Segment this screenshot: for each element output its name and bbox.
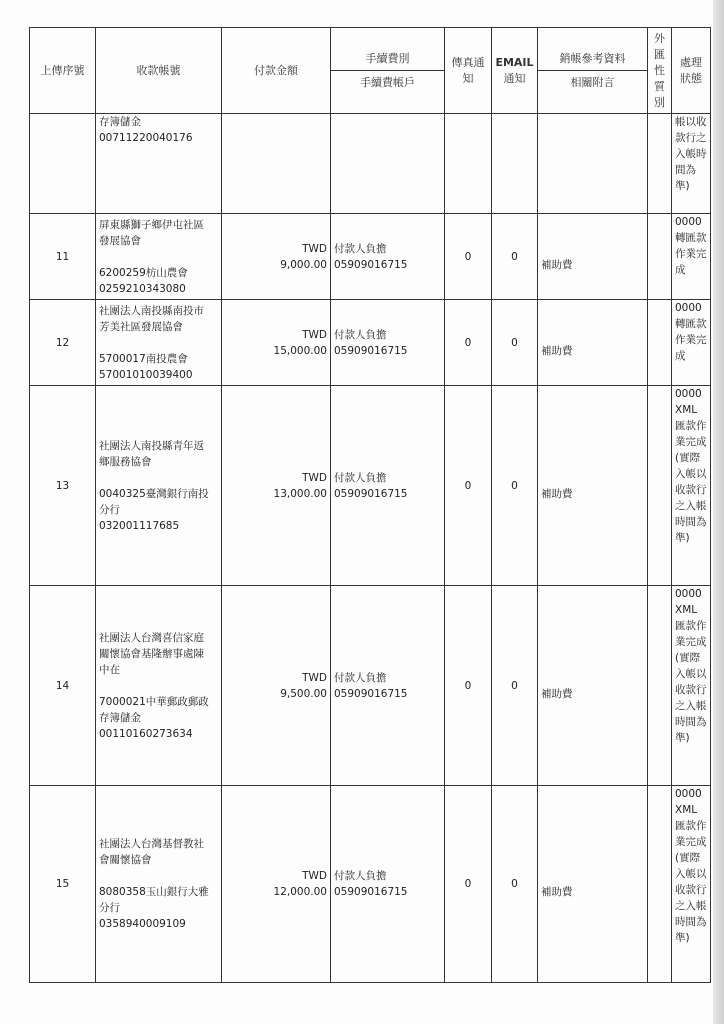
header-ref-line1: 銷帳參考資料 — [538, 51, 647, 71]
header-account: 收款帳號 — [96, 28, 222, 114]
currency-code: TWD — [302, 870, 327, 882]
row-seq: 13 — [30, 386, 96, 586]
fee-type: 付款人負擔 — [334, 870, 387, 882]
bank-account-line: 分行 — [99, 902, 120, 914]
currency-code: TWD — [302, 671, 327, 684]
table-row — [30, 586, 711, 786]
row-fx — [648, 786, 672, 983]
fee-type: 付款人負擔 — [334, 242, 387, 255]
header-status — [672, 28, 711, 114]
bank-account-line: 8080358玉山銀行大雅 — [99, 886, 209, 898]
bank-account-line: 存簿儲金 — [99, 711, 141, 724]
header-amount: 付款金額 — [222, 28, 331, 114]
amount-value: 9,500.00 — [280, 687, 327, 700]
header-email-line1: EMAIL — [495, 55, 534, 69]
row-reference: 補助費 — [538, 786, 648, 983]
header-fax — [445, 28, 492, 114]
bank-account-line: 0040325臺灣銀行南投 — [99, 487, 209, 500]
bank-account-line: 分行 — [99, 503, 120, 516]
row-fx — [648, 300, 672, 386]
header-fee-type: 手續費別 — [331, 51, 444, 71]
row-fax: 0 — [445, 300, 492, 386]
fee-account: 05909016715 — [334, 886, 408, 898]
payee-name-line: 屏東縣獅子鄉伊屯社區 — [99, 218, 204, 231]
row-amount — [222, 786, 331, 983]
header-fx: 外匯性質別 — [648, 28, 672, 114]
row-seq: 15 — [30, 786, 96, 983]
payee-name-line: 芳美社區發展協會 — [99, 320, 183, 333]
row-seq: 12 — [30, 300, 96, 386]
row-fx — [648, 386, 672, 586]
currency-code: TWD — [302, 328, 327, 341]
payee-name-line: 會關懷協會 — [99, 854, 152, 866]
bank-account-line: 00110160273634 — [99, 727, 193, 740]
header-row — [30, 28, 711, 114]
bank-account-line: 57001010039400 — [99, 368, 193, 381]
row-status: 0000轉匯款作業完成 — [672, 300, 711, 386]
row-reference: 補助費 — [538, 586, 648, 786]
row-fax: 0 — [445, 214, 492, 300]
payee-name-line: 中在 — [99, 663, 120, 676]
fee-type: 付款人負擔 — [334, 671, 387, 684]
table-row-continued — [30, 114, 711, 214]
row-email: 0 — [492, 386, 538, 586]
row-fee — [331, 786, 445, 983]
row-email: 0 — [492, 586, 538, 786]
row-status: 0000XML匯款作業完成(實際入帳以收款行之入帳時間為準) — [672, 786, 711, 983]
amount-value: 9,000.00 — [280, 258, 327, 271]
table-row — [30, 386, 711, 586]
row-status: 0000轉匯款作業完成 — [672, 214, 711, 300]
fee-account: 05909016715 — [334, 687, 408, 700]
row-fax: 0 — [445, 586, 492, 786]
header-seq: 上傳序號 — [30, 28, 96, 114]
fee-account: 05909016715 — [334, 258, 408, 271]
row-amount — [222, 214, 331, 300]
amount-value: 15,000.00 — [273, 344, 327, 357]
payee-name-line: 社團法人台灣喜信家庭 — [99, 631, 204, 644]
fee-account: 05909016715 — [334, 344, 408, 357]
payee-name-line: 社團法人南投縣青年返 — [99, 439, 204, 452]
bank-account-line: 5700017南投農會 — [99, 352, 188, 365]
payment-table — [29, 27, 711, 983]
row-account — [96, 214, 222, 300]
header-status-line2: 狀態 — [680, 71, 702, 85]
fee-type: 付款人負擔 — [334, 471, 387, 484]
row-seq: 14 — [30, 586, 96, 786]
row-fee — [331, 214, 445, 300]
header-fee — [331, 28, 445, 114]
header-fax-line1: 傳真通 — [451, 55, 485, 69]
fee-type: 付款人負擔 — [334, 328, 387, 341]
payee-name-line: 社團法人南投縣南投市 — [99, 304, 204, 317]
row-amount — [222, 386, 331, 586]
row-fax: 0 — [445, 386, 492, 586]
row-account — [96, 786, 222, 983]
payee-name-line: 社團法人台灣基督教社 — [99, 838, 204, 850]
row-email: 0 — [492, 214, 538, 300]
header-status-line1: 處理 — [680, 55, 702, 69]
row-fx — [648, 214, 672, 300]
amount-value: 13,000.00 — [273, 487, 327, 500]
row-email: 0 — [492, 300, 538, 386]
row-reference: 補助費 — [538, 214, 648, 300]
row-fee — [331, 386, 445, 586]
row-fee — [331, 300, 445, 386]
continued-status: 帳以收款行之入帳時間為準) — [672, 114, 711, 214]
header-ref-line2: 相關附言 — [570, 75, 615, 89]
header-ref — [538, 28, 648, 114]
row-email: 0 — [492, 786, 538, 983]
bank-account-line: 0358940009109 — [99, 918, 186, 930]
header-fee-account: 手續費帳戶 — [360, 75, 415, 89]
payee-name-line: 鄉服務協會 — [99, 455, 152, 468]
fee-account: 05909016715 — [334, 487, 408, 500]
row-seq: 11 — [30, 214, 96, 300]
page-edge-shadow — [713, 0, 724, 1024]
header-email-line2: 通知 — [503, 71, 526, 85]
row-amount — [222, 300, 331, 386]
row-account — [96, 586, 222, 786]
payee-name-line: 關懷協會基隆辦事處陳 — [99, 647, 204, 660]
bank-account-line: 6200259枋山農會 — [99, 266, 188, 279]
row-fx — [648, 586, 672, 786]
header-email — [492, 28, 538, 114]
row-status: 0000XML匯款作業完成(實際入帳以收款行之入帳時間為準) — [672, 386, 711, 586]
row-reference: 補助費 — [538, 300, 648, 386]
row-account — [96, 300, 222, 386]
row-status: 0000XML匯款作業完成(實際入帳以收款行之入帳時間為準) — [672, 586, 711, 786]
row-account — [96, 386, 222, 586]
header-fax-line2: 知 — [462, 71, 474, 85]
row-fee — [331, 586, 445, 786]
payee-name-line: 發展協會 — [99, 234, 141, 247]
table-row — [30, 786, 711, 983]
row-reference: 補助費 — [538, 386, 648, 586]
bank-account-line: 032001117685 — [99, 519, 180, 532]
table-row — [30, 214, 711, 300]
continued-account: 存簿儲金 00711220040176 — [96, 114, 222, 214]
row-fax: 0 — [445, 786, 492, 983]
bank-account-line: 0259210343080 — [99, 282, 186, 295]
bank-account-line: 7000021中華郵政郵政 — [99, 695, 209, 708]
row-amount — [222, 586, 331, 786]
currency-code: TWD — [302, 242, 327, 255]
amount-value: 12,000.00 — [273, 886, 327, 898]
table-row — [30, 300, 711, 386]
currency-code: TWD — [302, 471, 327, 484]
